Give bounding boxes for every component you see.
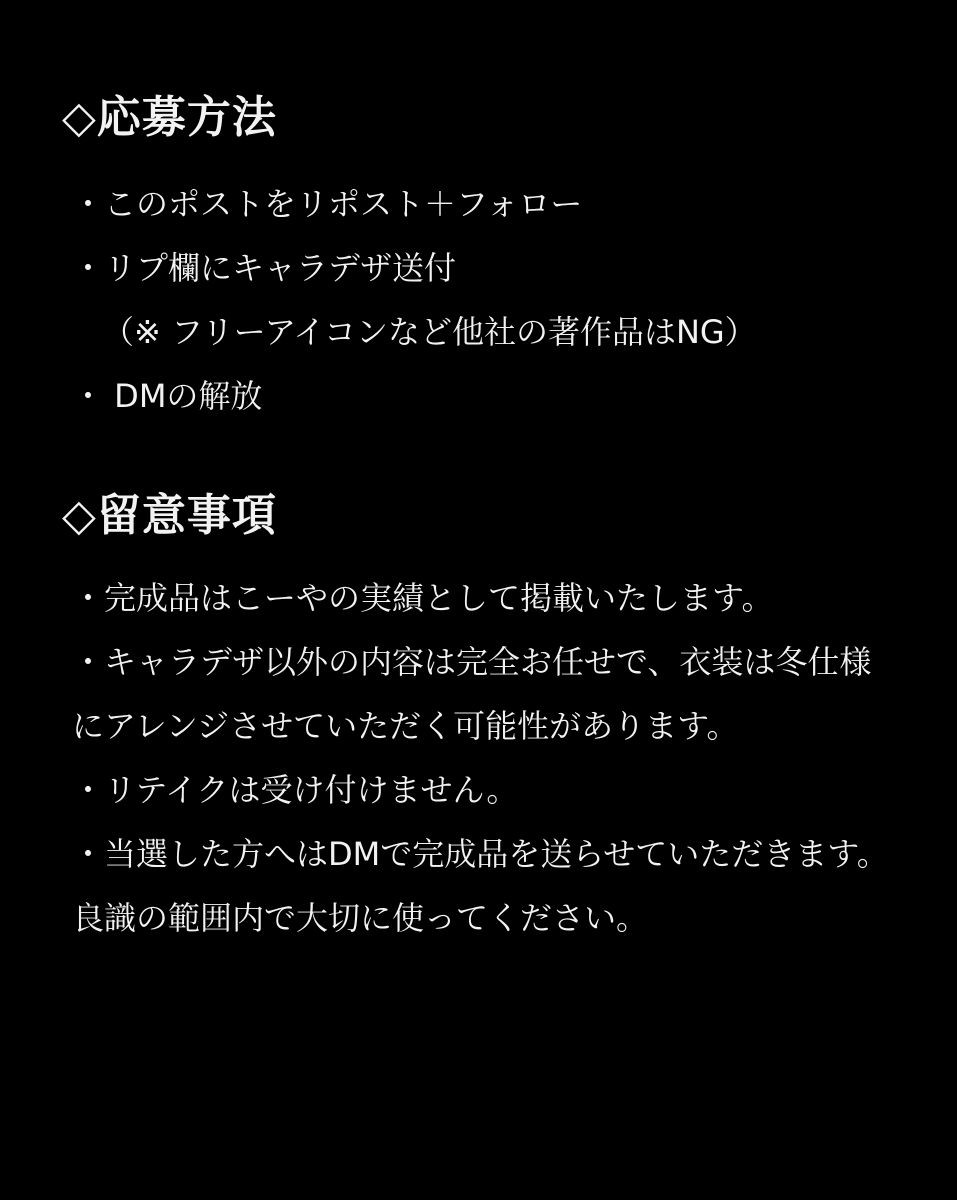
application-method-list: [62, 172, 917, 428]
list-item-delivery-via-dm: ・当選した方へはDMで完成品を送らせていただきます。良識の範囲内で大切に使ってください。: [72, 835, 889, 937]
notes-list: [62, 566, 892, 950]
list-item-content-freedom: ・キャラデザ以外の内容は完全お任せで、衣装は冬仕様にアレンジさせていただく可能性があります。: [72, 643, 872, 745]
list-item-open-dm: ・ DMの解放: [72, 377, 263, 415]
list-item-send-character-design: ・リプ欄にキャラデザ送付: [72, 249, 457, 287]
application-method-section: [62, 88, 917, 428]
list-item-note-ng: （※ フリーアイコンなど他社の著作品はNG）: [102, 313, 757, 351]
notes-heading: ◇留意事項: [62, 490, 277, 541]
notes-section: [62, 486, 917, 950]
application-method-heading: ◇応募方法: [62, 92, 277, 143]
list-item-repost-follow: ・このポストをリポスト＋フォロー: [72, 185, 583, 223]
list-item-no-retake: ・リテイクは受け付けません。: [72, 771, 519, 809]
list-item-portfolio: ・完成品はこーやの実績として掲載いたします。: [72, 579, 774, 617]
